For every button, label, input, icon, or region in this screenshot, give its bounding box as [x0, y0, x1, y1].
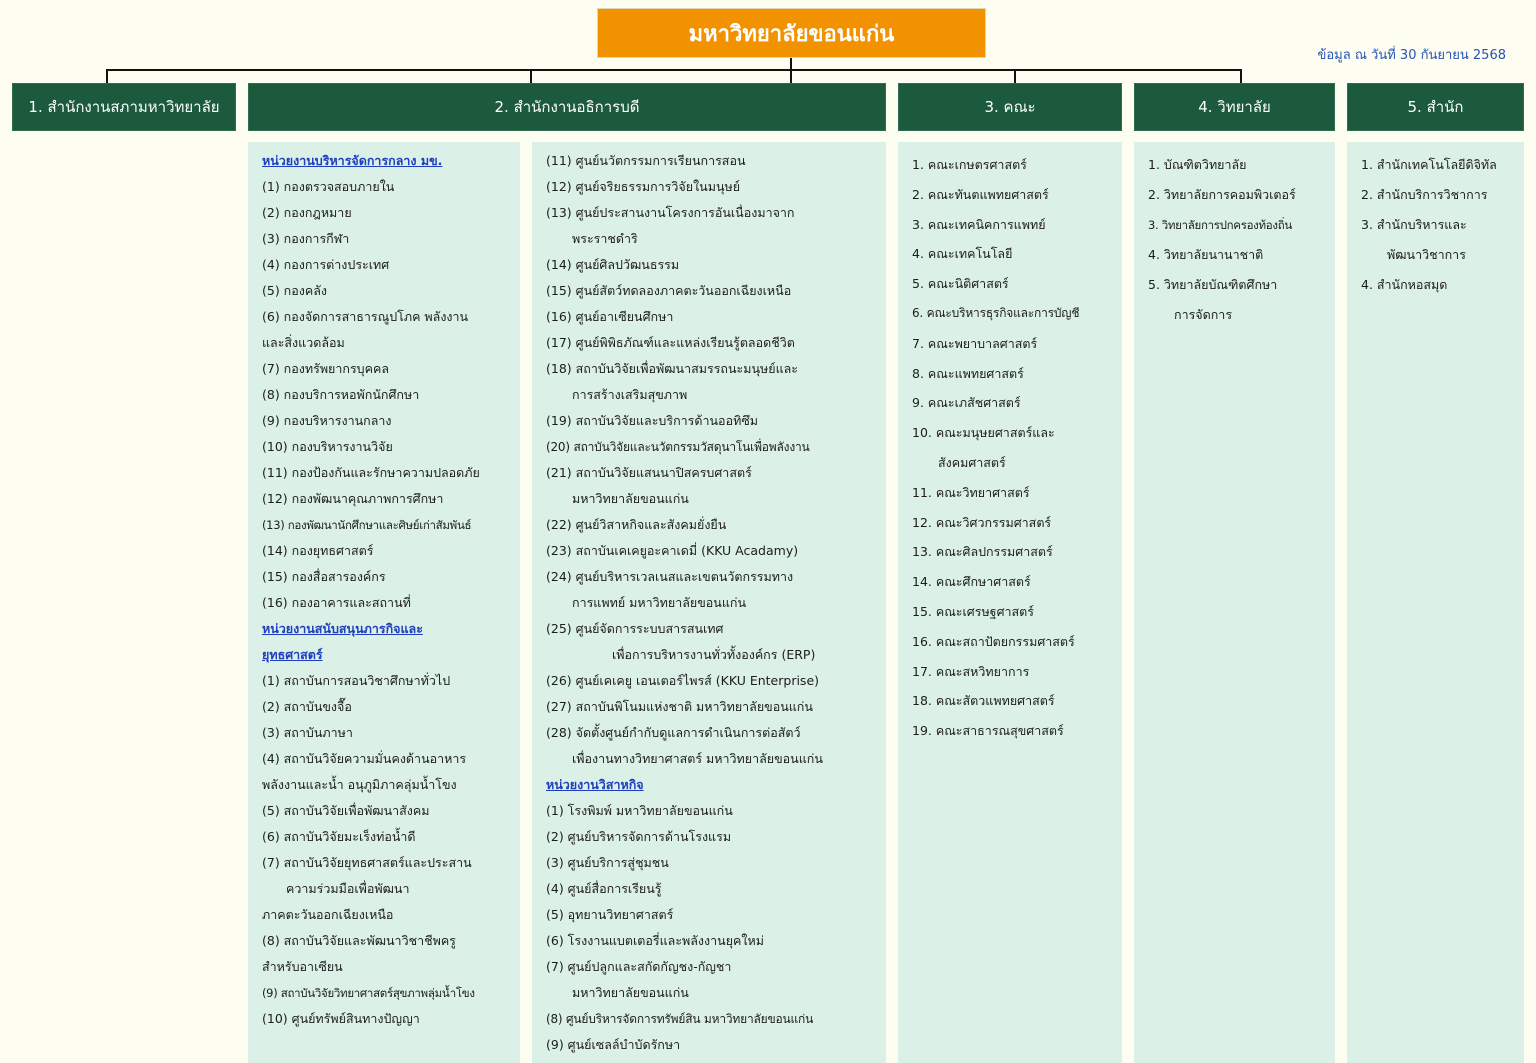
president-units-list-a: [262, 148, 520, 1032]
list-item: (7) สถาบันวิจัยยุทธศาสตร์และประสาน: [262, 855, 472, 870]
list-item: (20) สถาบันวิจัยและนวัตกรรมวัสดุนาโนเพื่อพลังงาน: [546, 440, 810, 454]
panel-president-right: [532, 142, 886, 1063]
list-item: (2) ศูนย์บริหารจัดการด้านโรงแรม: [546, 829, 732, 844]
list-item: (13) กองพัฒนานักศึกษาและศิษย์เก่าสัมพันธ์: [262, 518, 472, 532]
list-item: (27) สถาบันพิโนมแห่งชาติ มหาวิทยาลัยขอนแก่น: [546, 699, 813, 714]
list-item: (26) ศูนย์เคเคยู เอนเตอร์ไพรส์ (KKU Enterprise): [546, 673, 820, 688]
list-item: เพื่องานทางวิทยาศาสตร์ มหาวิทยาลัยขอนแก่น: [572, 751, 823, 766]
section-heading: ยุทธศาสตร์: [262, 647, 323, 662]
connector-4: [1240, 69, 1242, 84]
list-item: (5) สถาบันวิจัยเพื่อพัฒนาสังคม: [262, 803, 430, 818]
list-item: (1) สถาบันการสอนวิชาศึกษาทั่วไป: [262, 673, 451, 688]
list-item: (9) สถาบันวิจัยวิทยาศาสตร์สุขภาพลุ่มน้ำโขง: [262, 986, 475, 1000]
header-council-office: 1. สำนักงานสภามหาวิทยาลัย: [12, 83, 236, 131]
list-item: 12. คณะวิศวกรรมศาสตร์: [912, 514, 1052, 530]
list-item: (21) สถาบันวิจัยแสนนาปิสครบศาสตร์: [546, 465, 752, 480]
list-item: สังคมศาสตร์: [938, 454, 1006, 470]
connector-2-mid: [790, 69, 792, 84]
faculties-list: [912, 150, 1122, 746]
list-item: (8) กองบริการหอพักนักศึกษา: [262, 387, 420, 402]
list-item: (2) สถาบันขงจื๊อ: [262, 699, 352, 714]
org-title: มหาวิทยาลัยขอนแก่น: [597, 8, 986, 58]
list-item: 19. คณะสาธารณสุขศาสตร์: [912, 723, 1064, 739]
list-item: (7) กองทรัพยากรบุคคล: [262, 361, 389, 376]
list-item: 11. คณะวิทยาศาสตร์: [912, 484, 1030, 500]
list-item: 1. บัณฑิตวิทยาลัย: [1148, 157, 1247, 172]
list-item: (13) ศูนย์ประสานงานโครงการอันเนื่องมาจาก: [546, 205, 795, 220]
list-item: (14) กองยุทธศาสตร์: [262, 543, 374, 558]
header-offices: 5. สำนัก: [1347, 83, 1524, 131]
panel-colleges: [1134, 142, 1335, 1063]
list-item: 5. คณะนิติศาสตร์: [912, 276, 1009, 292]
president-units-list-b: [546, 148, 886, 1058]
header-president-office: 2. สำนักงานอธิการบดี: [248, 83, 886, 131]
panel-offices: [1347, 142, 1524, 1063]
list-item: (4) กองการต่างประเทศ: [262, 257, 390, 272]
list-item: (24) ศูนย์บริหารเวลเนสและเขตนวัตกรรมทาง: [546, 569, 794, 584]
list-item: 3. สำนักบริหารและ: [1361, 217, 1467, 232]
list-item: (16) กองอาคารและสถานที่: [262, 595, 411, 610]
list-item: (10) ศูนย์ทรัพย์สินทางปัญญา: [262, 1011, 420, 1026]
list-item: (7) ศูนย์ปลูกและสกัดกัญชง-กัญชา: [546, 959, 732, 974]
list-item: (14) ศูนย์ศิลปวัฒนธรรม: [546, 257, 680, 272]
list-item: (18) สถาบันวิจัยเพื่อพัฒนาสมรรถนะมนุษย์และ: [546, 361, 799, 376]
list-item: 5. วิทยาลัยบัณฑิตศึกษา: [1148, 277, 1278, 292]
list-item: (4) ศูนย์สื่อการเรียนรู้: [546, 881, 662, 896]
header-colleges: 4. วิทยาลัย: [1134, 83, 1335, 131]
list-item: 2. สำนักบริการวิชาการ: [1361, 187, 1488, 202]
list-item: (9) กองบริหารงานกลาง: [262, 413, 392, 428]
list-item: (12) ศูนย์จริยธรรมการวิจัยในมนุษย์: [546, 179, 741, 194]
panel-faculties: [898, 142, 1122, 1063]
list-item: 10. คณะมนุษยศาสตร์และ: [912, 425, 1055, 441]
list-item: การสร้างเสริมสุขภาพ: [572, 387, 688, 402]
list-item: (6) โรงงานแบตเตอรี่และพลังงานยุคใหม่: [546, 933, 764, 948]
section-heading: หน่วยงานบริหารจัดการกลาง มข.: [262, 153, 443, 168]
section-heading: หน่วยงานวิสาหกิจ: [546, 777, 644, 792]
list-item: (1) โรงพิมพ์ มหาวิทยาลัยขอนแก่น: [546, 803, 733, 818]
list-item: 9. คณะเภสัชศาสตร์: [912, 395, 1021, 411]
list-item: 3. วิทยาลัยการปกครองท้องถิ่น: [1148, 218, 1292, 232]
list-item: (8) ศูนย์บริหารจัดการทรัพย์สิน มหาวิทยาลัยขอนแก่น: [546, 1012, 814, 1026]
list-item: มหาวิทยาลัยขอนแก่น: [572, 985, 689, 1000]
list-item: 2. วิทยาลัยการคอมพิวเตอร์: [1148, 187, 1296, 202]
list-item: 14. คณะศึกษาศาสตร์: [912, 574, 1031, 590]
list-item: มหาวิทยาลัยขอนแก่น: [572, 491, 689, 506]
list-item: 6. คณะบริหารธุรกิจและการบัญชี: [912, 305, 1080, 320]
list-item: 13. คณะศิลปกรรมศาสตร์: [912, 544, 1053, 560]
list-item: (16) ศูนย์อาเซียนศึกษา: [546, 309, 674, 324]
list-item: (28) จัดตั้งศูนย์กำกับดูแลการดำเนินการต่อสัตว์: [546, 725, 801, 740]
list-item: 7. คณะพยาบาลศาสตร์: [912, 335, 1038, 351]
list-item: 4. สำนักหอสมุด: [1361, 277, 1448, 292]
list-item: (22) ศูนย์วิสาหกิจและสังคมยั่งยืน: [546, 517, 727, 532]
header-faculties: 3. คณะ: [898, 83, 1122, 131]
list-item: (2) กองกฎหมาย: [262, 205, 352, 220]
list-item: 2. คณะทันตแพทยศาสตร์: [912, 186, 1049, 202]
list-item: 3. คณะเทคนิคการแพทย์: [912, 216, 1046, 232]
list-item: การแพทย์ มหาวิทยาลัยขอนแก่น: [572, 595, 746, 610]
list-item: พัฒนาวิชาการ: [1387, 247, 1466, 262]
list-item: ความร่วมมือเพื่อพัฒนา: [286, 881, 410, 896]
list-item: เพื่อการบริหารงานทั่วทั้งองค์กร (ERP): [612, 647, 816, 662]
list-item: 17. คณะสหวิทยาการ: [912, 663, 1030, 679]
list-item: และสิ่งแวดล้อม: [262, 335, 345, 350]
list-item: (9) ศูนย์เซลล์บำบัดรักษา: [546, 1037, 681, 1052]
list-item: (6) สถาบันวิจัยมะเร็งท่อน้ำดี: [262, 829, 416, 844]
list-item: 1. สำนักเทคโนโลยีดิจิทัล: [1361, 157, 1497, 172]
data-date-note: ข้อมูล ณ วันที่ 30 กันยายน 2568: [1317, 48, 1506, 63]
list-item: ภาคตะวันออกเฉียงเหนือ: [262, 907, 394, 922]
connector-3: [1014, 69, 1016, 84]
list-item: (25) ศูนย์จัดการระบบสารสนเทศ: [546, 621, 724, 636]
list-item: (3) กองการกีฬา: [262, 231, 350, 246]
list-item: (15) ศูนย์สัตว์ทดลองภาคตะวันออกเฉียงเหนือ: [546, 283, 792, 298]
list-item: พลังงานและน้ำ อนุภูมิภาคลุ่มน้ำโขง: [262, 777, 457, 792]
section-heading: หน่วยงานสนับสนุนภารกิจและ: [262, 621, 423, 636]
list-item: (10) กองบริหารงานวิจัย: [262, 439, 393, 454]
list-item: 4. คณะเทคโนโลยี: [912, 246, 1013, 262]
list-item: (6) กองจัดการสาธารณูปโภค พลังงาน: [262, 309, 469, 324]
list-item: (11) ศูนย์นวัตกรรมการเรียนการสอน: [546, 153, 746, 168]
list-item: พระราชดำริ: [572, 231, 638, 246]
list-item: 16. คณะสถาปัตยกรรมศาสตร์: [912, 633, 1075, 649]
list-item: 15. คณะเศรษฐศาสตร์: [912, 603, 1034, 619]
list-item: (1) กองตรวจสอบภายใน: [262, 179, 395, 194]
list-item: การจัดการ: [1174, 307, 1233, 322]
list-item: 4. วิทยาลัยนานาชาติ: [1148, 247, 1264, 262]
list-item: 18. คณะสัตวแพทยศาสตร์: [912, 693, 1055, 709]
offices-list: [1361, 150, 1524, 300]
list-item: (3) ศูนย์บริการสู่ชุมชน: [546, 855, 669, 870]
list-item: (3) สถาบันภาษา: [262, 725, 353, 740]
list-item: 1. คณะเกษตรศาสตร์: [912, 157, 1027, 172]
connector-1: [106, 69, 108, 84]
list-item: (5) อุทยานวิทยาศาสตร์: [546, 907, 674, 922]
list-item: สำหรับอาเซียน: [262, 959, 343, 974]
connector-2: [530, 69, 532, 84]
connector-horizontal: [106, 69, 1242, 71]
list-item: (23) สถาบันเคเคยูอะคาเดมี่ (KKU Acadamy): [546, 543, 799, 558]
colleges-list: [1148, 150, 1335, 330]
panel-president-left: [248, 142, 520, 1063]
list-item: (19) สถาบันวิจัยและบริการด้านออทิซึม: [546, 413, 759, 428]
list-item: (4) สถาบันวิจัยความมั่นคงด้านอาหาร: [262, 751, 467, 766]
list-item: (8) สถาบันวิจัยและพัฒนาวิชาชีพครู: [262, 933, 456, 948]
list-item: (12) กองพัฒนาคุณภาพการศึกษา: [262, 491, 444, 506]
list-item: (11) กองป้องกันและรักษาความปลอดภัย: [262, 465, 480, 480]
list-item: (17) ศูนย์พิพิธภัณฑ์และแหล่งเรียนรู้ตลอดชีวิต: [546, 335, 795, 350]
list-item: 8. คณะแพทยศาสตร์: [912, 365, 1024, 381]
list-item: (5) กองคลัง: [262, 283, 327, 298]
list-item: (15) กองสื่อสารองค์กร: [262, 569, 386, 584]
